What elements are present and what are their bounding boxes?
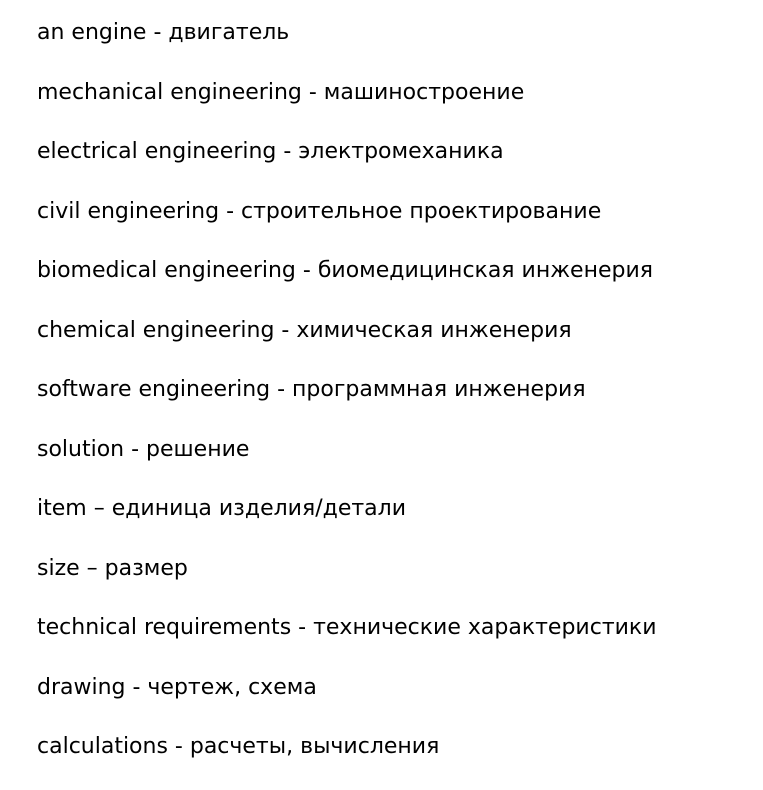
vocab-line: size – размер (37, 555, 188, 581)
vocab-line: an engine - двигатель (37, 20, 290, 45)
vocab-line: civil engineering - строительное проектирование (37, 198, 602, 224)
vocab-line: mechanical engineering - машиностроение (37, 79, 525, 105)
vocab-line: calculations - расчеты, вычисления (37, 734, 440, 759)
vocab-line: technical requirements - технические характеристики (37, 615, 657, 640)
vocabulary-list (37, 15, 757, 789)
vocab-line: electrical engineering - электромеханика (37, 139, 504, 164)
vocab-line: solution - решение (37, 436, 250, 462)
vocab-line: chemical engineering - химическая инженерия (37, 317, 572, 343)
vocab-line: drawing - чертеж, схема (37, 674, 317, 700)
vocab-line: biomedical engineering - биомедицинская инженерия (37, 258, 653, 283)
vocab-line: item – единица изделия/детали (37, 496, 407, 521)
vocab-line: software engineering - программная инженерия (37, 377, 586, 402)
